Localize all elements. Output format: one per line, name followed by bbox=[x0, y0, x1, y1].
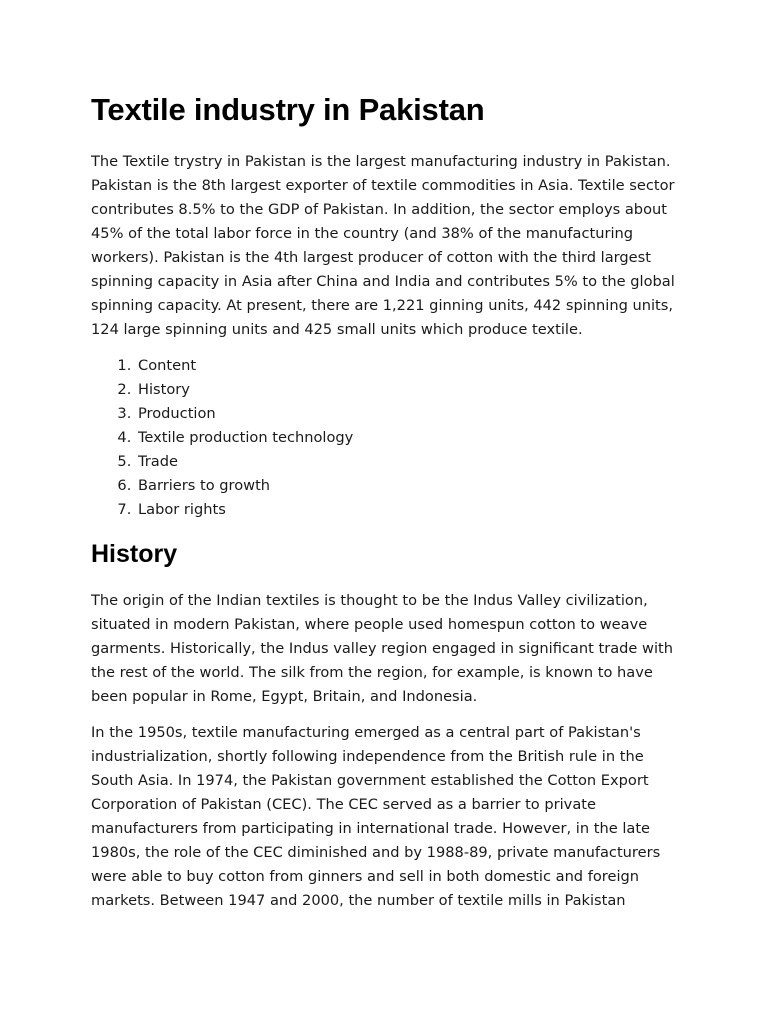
page-title: Textile industry in Pakistan bbox=[91, 92, 485, 127]
document-body bbox=[91, 92, 681, 925]
history-paragraph: In the 1950s, textile manufacturing emerged as a central part of Pakistan's industrialization, shortly following independence from the British rule in the South Asia. In 1974, the Pakistan government established the Cotton Export Corporation of Pakistan (CEC). The CEC served as a barrier to private manufacturers from participating in international trade. However, in the late 1980s, the role of the CEC diminished and by 1988-89, private manufacturers were able to buy cotton from ginners and sell in both domestic and foreign markets. Between 1947 and 2000, the number of textile mills in Pakistan bbox=[91, 724, 661, 909]
toc-item-content: 1. Content bbox=[136, 354, 681, 378]
toc-item-production: 3. Production bbox=[136, 402, 681, 426]
toc-item-trade: 5. Trade bbox=[136, 450, 681, 474]
toc-item-barriers-to-growth: 6. Barriers to growth bbox=[136, 474, 681, 498]
toc-item-history: 2. History bbox=[136, 378, 681, 402]
history-heading: History bbox=[91, 540, 178, 568]
toc-item-textile-production-technology: 4. Textile production technology bbox=[136, 426, 681, 450]
history-paragraph: The origin of the Indian textiles is thought to be the Indus Valley civilization, situated in modern Pakistan, where people used homespun cotton to weave garments. Historically, the Indus valley region engaged in significant trade with the rest of the world. The silk from the region, for example, is known to have been popular in Rome, Egypt, Britain, and Indonesia. bbox=[91, 592, 673, 705]
intro-paragraph: The Textile trystry in Pakistan is the largest manufacturing industry in Pakistan. Pakistan is the 8th largest exporter of textile commodities in Asia. Textile sector contributes 8.5% to the GDP of Pakistan. In addition, the sector employs about 45% of the total labor force in the country (and 38% of the manufacturing workers). Pakistan is the 4th largest producer of cotton with the third largest spinning capacity in Asia after China and India and contributes 5% to the global spinning capacity. At present, there are 1,221 ginning units, 442 spinning units, 124 large spinning units and 425 small units which produce textile. bbox=[91, 153, 675, 338]
table-of-contents bbox=[91, 354, 681, 522]
toc-item-labor-rights: 7. Labor rights bbox=[136, 498, 681, 522]
